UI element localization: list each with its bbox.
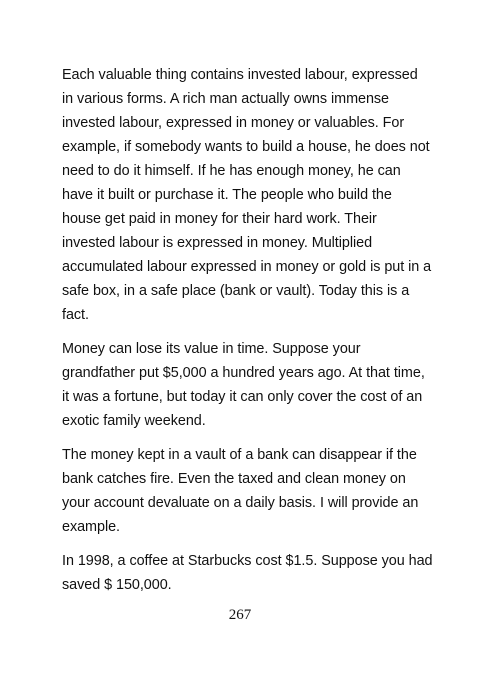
page-number: 267 xyxy=(228,607,252,623)
text-line: house get paid in money for their hard work. Their xyxy=(62,211,377,227)
text-line: Each valuable thing contains invested labour, expressed xyxy=(62,67,418,83)
text-line: invested labour, expressed in money or valuables. For xyxy=(62,115,405,131)
paragraph-3 xyxy=(62,443,426,539)
text-line: exotic family weekend. xyxy=(62,413,206,429)
text-line: safe box, in a safe place (bank or vault). Today this is a xyxy=(62,283,410,299)
text-line: need to do it himself. If he has enough money, he can xyxy=(62,163,401,179)
text-line: accumulated labour expressed in money or gold is put in a xyxy=(62,259,432,275)
text-line: it was a fortune, but today it can only cover the cost of an xyxy=(62,389,423,405)
text-line: grandfather put $5,000 a hundred years ago. At that time, xyxy=(62,365,425,381)
body-text xyxy=(62,63,433,607)
text-line: fact. xyxy=(62,307,89,323)
paragraph-4 xyxy=(62,549,433,597)
paragraph-2 xyxy=(62,337,426,433)
text-line: In 1998, a coffee at Starbucks cost $1.5. Suppose you had xyxy=(62,553,433,569)
text-line: in various forms. A rich man actually owns immense xyxy=(62,91,390,107)
text-line: invested labour is expressed in money. Multiplied xyxy=(62,235,373,251)
text-line: saved $ 150,000. xyxy=(62,577,172,593)
text-line: example, if somebody wants to build a house, he does not xyxy=(62,139,430,155)
text-line: Money can lose its value in time. Suppose your xyxy=(62,341,361,357)
text-line: The money kept in a vault of a bank can disappear if the xyxy=(62,447,417,463)
text-line: example. xyxy=(62,519,120,535)
paragraph-1 xyxy=(62,63,432,327)
text-line: your account devaluate on a daily basis. I will provide an xyxy=(62,495,419,511)
text-line: have it built or purchase it. The people who build the xyxy=(62,187,392,203)
text-line: bank catches fire. Even the taxed and clean money on xyxy=(62,471,406,487)
